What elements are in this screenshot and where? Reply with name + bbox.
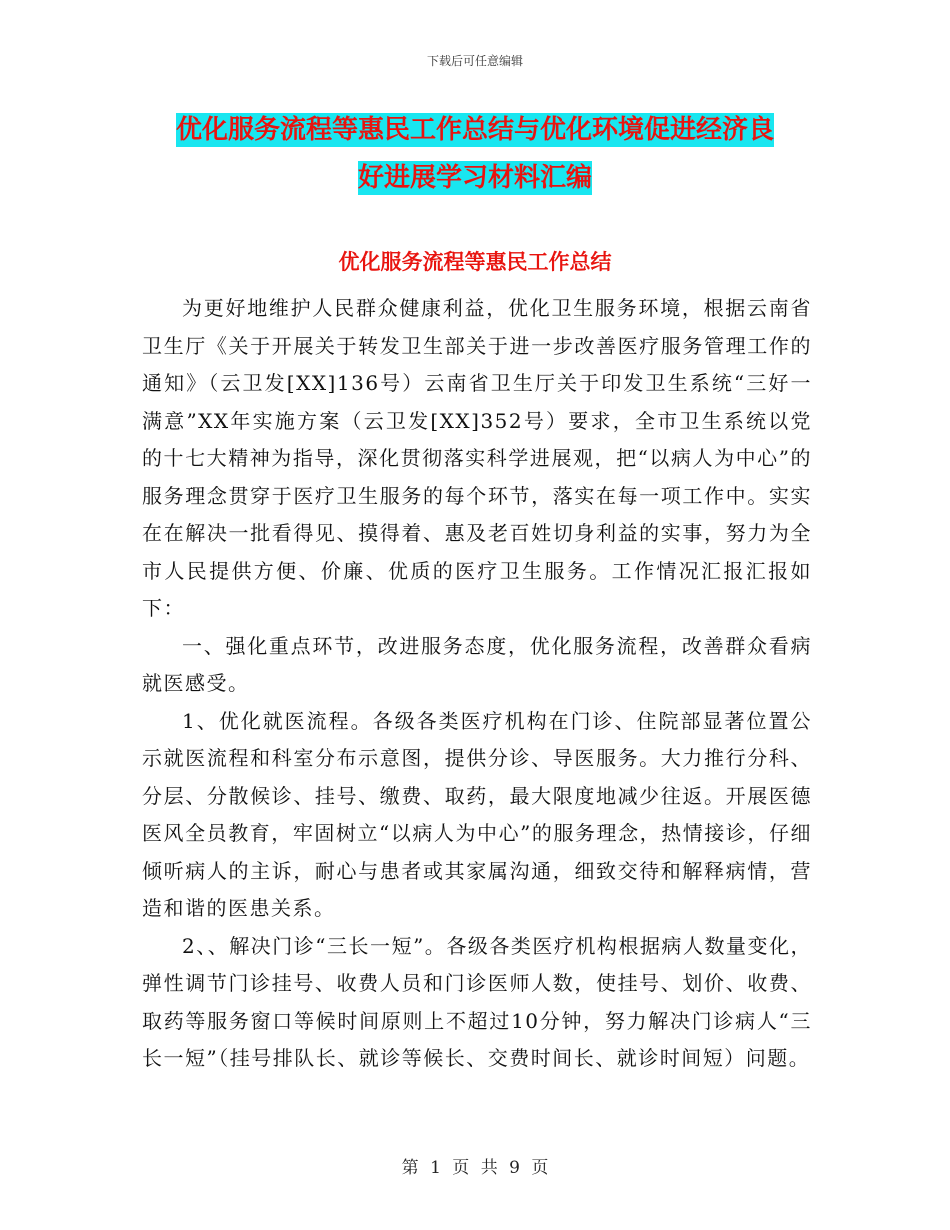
page-number: 第 1 页 共 9 页 (401, 1158, 549, 1178)
paragraph-item-2: 2、、解决门诊“三长一短”。各级各类医疗机构根据病人数量变化，弹性调节门诊挂号、收费人员和门诊医师人数，使挂号、划价、收费、取药等服务窗口等候时间原则上不超过10分钟，努力解决门诊病人“三长一短”（挂号排队长、就诊等候长、交费时间长、就诊时间短）问题。 (142, 933, 812, 1070)
header-note: 下载后可任意编辑 (426, 54, 523, 68)
body-text (142, 290, 812, 1078)
document-title (120, 106, 830, 202)
section-title: 优化服务流程等惠民工作总结 (338, 250, 612, 274)
paragraph-intro: 为更好地维护人民群众健康利益，优化卫生服务环境，根据云南省卫生厅《关于开展关于转发卫生部关于进一步改善医疗服务管理工作的通知》（云卫发[XX]136号）云南省卫生厅关于印发卫生系统“三好一满意”XX年实施方案（云卫发[XX]352号）要求，全市卫生系统以党的十七大精神为指导，深化贯彻落实科学进展观，把“以病人为中心”的服务理念贯穿于医疗卫生服务的每个环节，落实在每一项工作中。实实在在解决一批看得见、摸得着、惠及老百姓切身利益的实事，努力为全市人民提供方便、价廉、优质的医疗卫生服务。工作情况汇报汇报如下： (142, 296, 812, 620)
paragraph-heading-1: 一、强化重点环节，改进服务态度，优化服务流程，改善群众看病就医感受。 (142, 633, 812, 695)
document-title-line-2: 好进展学习材料汇编 (357, 163, 592, 193)
paragraph-item-1: 1、优化就医流程。各级各类医疗机构在门诊、住院部显著位置公示就医流程和科室分布示意图，提供分诊、导医服务。大力推行分科、分层、分散候诊、挂号、缴费、取药，最大限度地减少往返。开展医德医风全员教育，牢固树立“以病人为中心”的服务理念，热情接诊，仔细倾听病人的主诉，耐心与患者或其家属沟通，细致交待和解释病情，营造和谐的医患关系。 (142, 708, 812, 920)
document-title-line-1: 优化服务流程等惠民工作总结与优化环境促进经济良 (175, 115, 774, 145)
